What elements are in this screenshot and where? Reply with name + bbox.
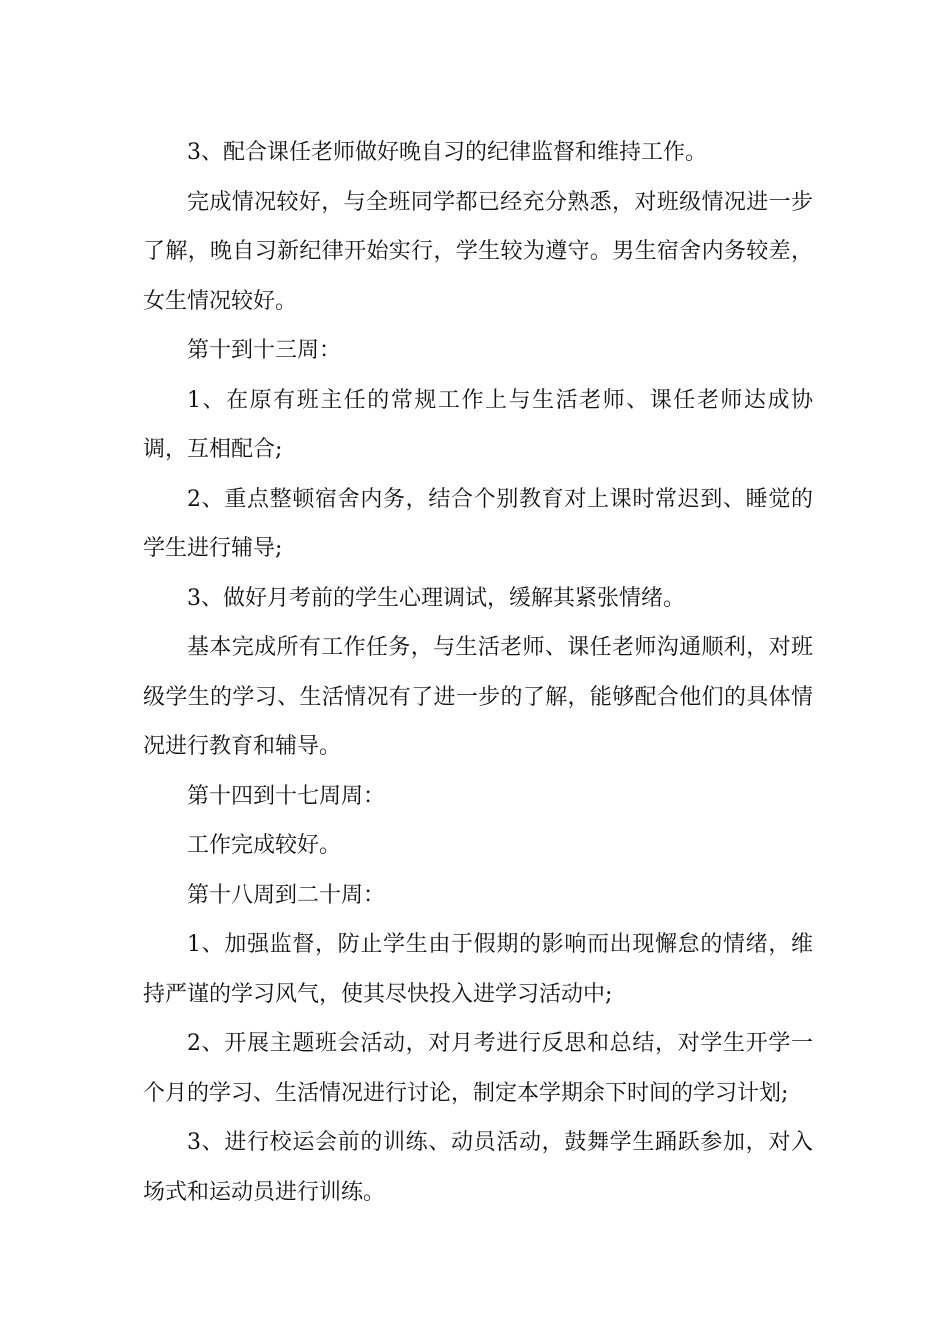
section-heading: 第十到十三周： — [187, 338, 342, 363]
paragraph: 1、在原有班主任的常规工作上与生活老师、课任老师达成协调，互相配合; — [143, 387, 813, 462]
document-body — [143, 128, 813, 1217]
paragraph: 1、加强监督，防止学生由于假期的影响而出现懈怠的情绪，维持严谨的学习风气，使其尽快投入进学习活动中; — [143, 932, 813, 1007]
section-heading: 第十八周到二十周： — [187, 882, 386, 908]
paragraph: 完成情况较好，与全班同学都已经充分熟悉，对班级情况进一步了解，晚自习新纪律开始实行，学生较为遵守。男生宿舍内务较差，女生情况较好。 — [143, 189, 813, 314]
paragraph: 工作完成较好。 — [187, 833, 342, 858]
paragraph: 基本完成所有工作任务，与生活老师、课任老师沟通顺利，对班级学生的学习、生活情况有了进一步的了解，能够配合他们的具体情况进行教育和辅导。 — [143, 635, 813, 759]
paragraph: 2、重点整顿宿舍内务，结合个别教育对上课时常迟到、睡觉的学生进行辅导; — [143, 486, 813, 561]
paragraph: 2、开展主题班会活动，对月考进行反思和总结，对学生开学一个月的学习、生活情况进行讨论，制定本学期余下时间的学习计划; — [143, 1031, 813, 1106]
paragraph: 3、做好月考前的学生心理调试，缓解其紧张情绪。 — [187, 585, 685, 611]
paragraph: 3、配合课任老师做好晚自习的纪律监督和维持工作。 — [187, 140, 707, 165]
section-heading: 第十四到十七周周： — [187, 783, 386, 809]
paragraph: 3、进行校运会前的训练、动员活动，鼓舞学生踊跃参加，对入场式和运动员进行训练。 — [143, 1130, 813, 1205]
